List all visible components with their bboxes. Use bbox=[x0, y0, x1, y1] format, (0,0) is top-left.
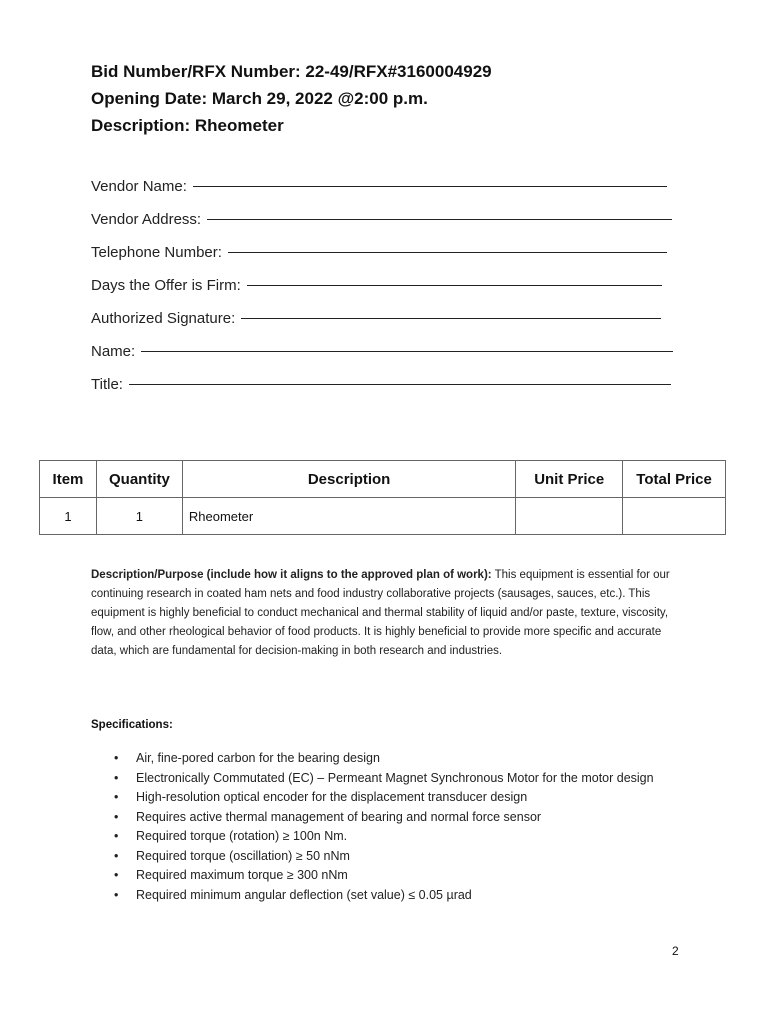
specifications-list bbox=[108, 749, 688, 905]
days-firm-line bbox=[247, 285, 662, 286]
header-description: Description bbox=[182, 461, 515, 498]
bullet-icon: • bbox=[114, 809, 119, 824]
table-header-row bbox=[40, 461, 726, 498]
vendor-name-line bbox=[193, 186, 667, 187]
title-line bbox=[129, 384, 671, 385]
opening-date: Opening Date: March 29, 2022 @2:00 p.m. bbox=[91, 89, 428, 108]
purpose-label: Description/Purpose (include how it aligns to the approved plan of work): bbox=[91, 569, 492, 581]
cell-quantity: 1 bbox=[96, 498, 182, 535]
description-title: Description: Rheometer bbox=[91, 116, 284, 135]
telephone-line bbox=[228, 252, 667, 253]
purpose-text: This equipment is essential for our continuing research in coated ham nets and food industry collaborative projects (sausages, sauces, etc.). This equipment is highly beneficial to conduct mechanical and thermal stability of liquid and/or paste, texture, viscosity, flow, and other rheological behavior of food products. It is highly beneficial to provide more specific and accurate data, which are fundamental for decision-making in both research and industries. bbox=[91, 569, 670, 657]
list-item: • Required torque (rotation) ≥ 100n Nm. bbox=[108, 827, 688, 847]
list-item: • High-resolution optical encoder for the displacement transducer design bbox=[108, 788, 688, 808]
document-header bbox=[91, 58, 492, 139]
title-field bbox=[91, 360, 691, 393]
specifications-heading: Specifications: bbox=[91, 719, 173, 731]
table-row bbox=[40, 498, 726, 535]
vendor-address-label: Vendor Address: bbox=[91, 211, 202, 228]
cell-total-price bbox=[623, 498, 726, 535]
bullet-icon: • bbox=[114, 829, 119, 843]
header-total-price: Total Price bbox=[623, 461, 726, 498]
page-number: 2 bbox=[672, 944, 679, 958]
cell-item: 1 bbox=[40, 498, 97, 535]
cell-description: Rheometer bbox=[182, 498, 515, 535]
header-unit-price: Unit Price bbox=[516, 461, 623, 498]
list-item: • Requires active thermal management of bearing and normal force sensor bbox=[108, 808, 688, 828]
list-item: • Required minimum angular deflection (set value) ≤ 0.05 µrad bbox=[108, 886, 688, 906]
vendor-address-field bbox=[91, 195, 691, 228]
bid-number: Bid Number/RFX Number: 22-49/RFX#3160004929 bbox=[91, 62, 492, 81]
bullet-icon: • bbox=[114, 848, 119, 863]
vendor-address-line bbox=[207, 219, 672, 220]
bullet-icon: • bbox=[114, 887, 119, 902]
name-field bbox=[91, 327, 691, 360]
bullet-icon: • bbox=[114, 770, 119, 785]
header-quantity: Quantity bbox=[96, 461, 182, 498]
items-table bbox=[39, 460, 726, 535]
purpose-paragraph bbox=[91, 566, 681, 661]
cell-unit-price bbox=[516, 498, 623, 535]
days-firm-label: Days the Offer is Firm: bbox=[91, 277, 241, 294]
vendor-fields bbox=[91, 162, 691, 393]
telephone-field bbox=[91, 228, 691, 261]
bullet-icon: • bbox=[114, 868, 119, 882]
vendor-name-label: Vendor Name: bbox=[91, 178, 187, 195]
bullet-icon: • bbox=[114, 751, 119, 765]
name-line bbox=[141, 351, 673, 352]
list-item: • Required torque (oscillation) ≥ 50 nNm bbox=[108, 847, 688, 867]
signature-line bbox=[241, 318, 661, 319]
header-item: Item bbox=[40, 461, 97, 498]
list-item: • Electronically Commutated (EC) – Permeant Magnet Synchronous Motor for the motor design bbox=[108, 769, 688, 789]
list-item: • Air, fine-pored carbon for the bearing design bbox=[108, 749, 688, 769]
vendor-name-field bbox=[91, 162, 691, 195]
title-label: Title: bbox=[91, 376, 123, 393]
telephone-label: Telephone Number: bbox=[91, 244, 222, 261]
name-label: Name: bbox=[91, 343, 136, 360]
signature-label: Authorized Signature: bbox=[91, 310, 236, 327]
bullet-icon: • bbox=[114, 790, 119, 804]
list-item: • Required maximum torque ≥ 300 nNm bbox=[108, 866, 688, 886]
signature-field bbox=[91, 294, 691, 327]
days-firm-field bbox=[91, 261, 691, 294]
